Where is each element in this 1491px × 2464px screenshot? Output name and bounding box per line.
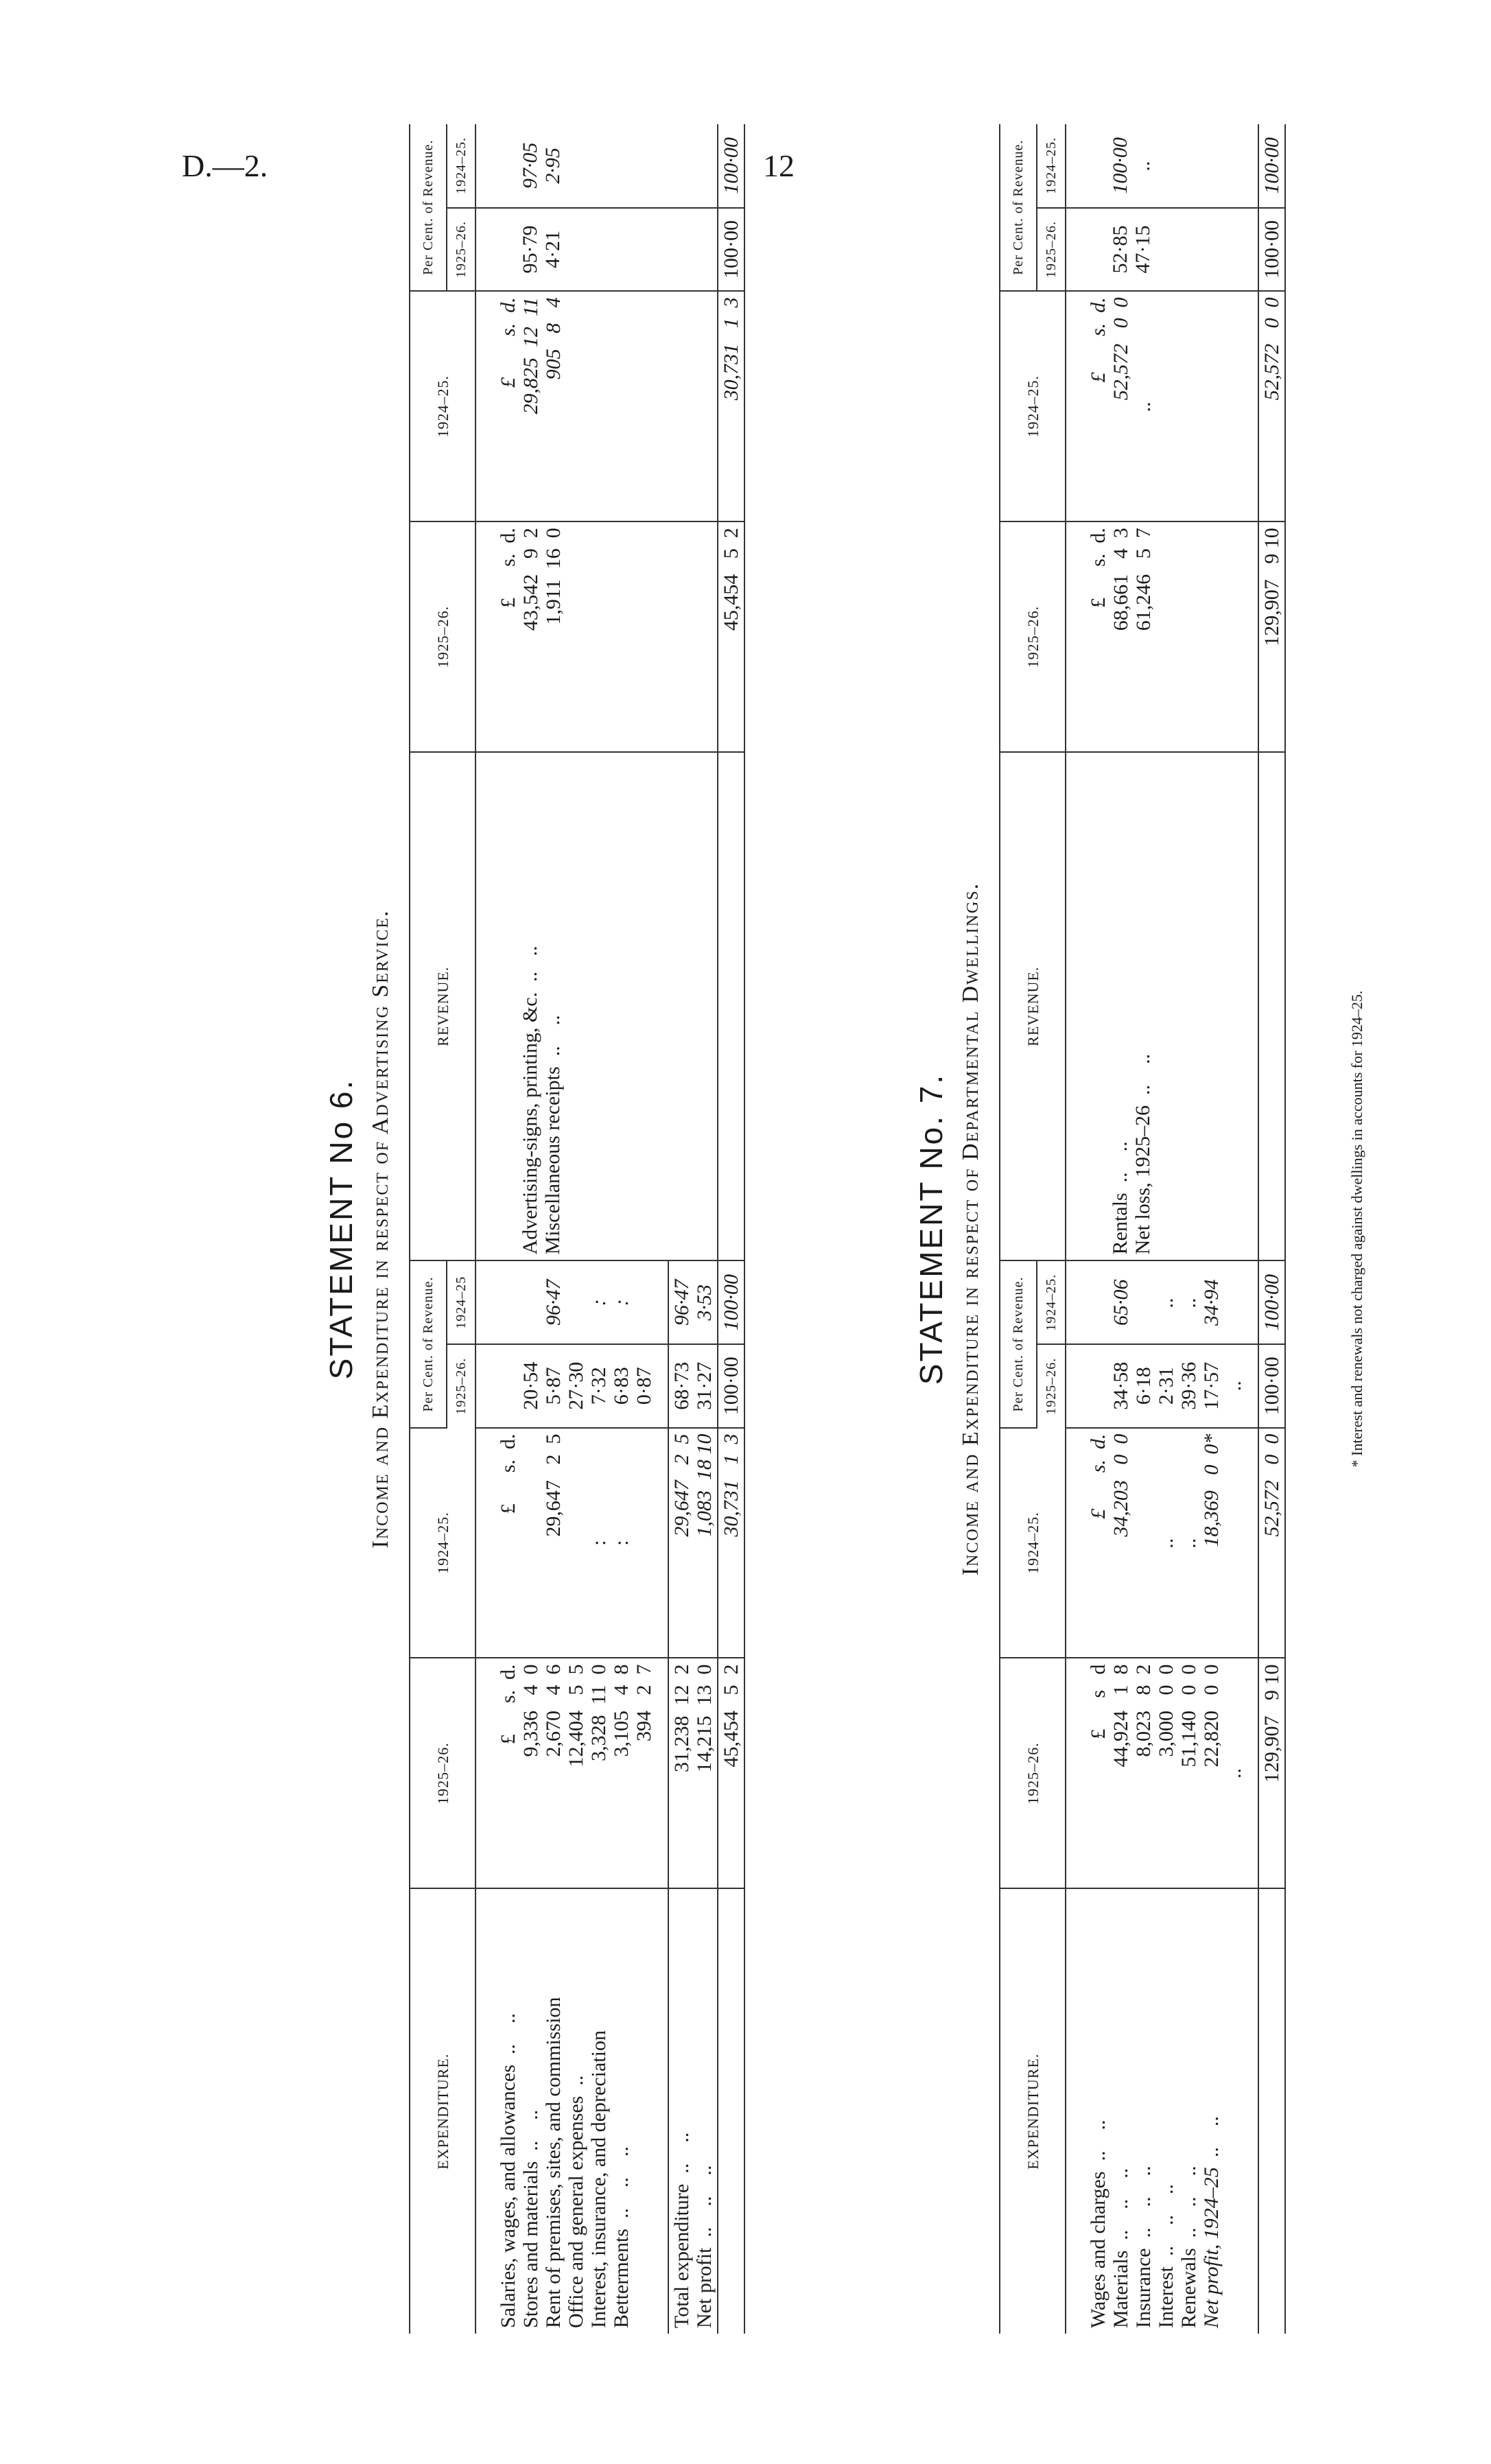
expenditure-1924-25: £ s. d. 29,647 2 5 : : xyxy=(476,1428,668,1658)
grand-1924-25: 30,731 1 3 xyxy=(718,1428,744,1658)
list-item: Rentals .. .. xyxy=(1109,1141,1131,1255)
list-item: Salaries, wages, and allowances .. .. xyxy=(497,2013,519,2328)
total-1925-26: 31,238 12 2 14,215 13 0 xyxy=(668,1658,718,1888)
header-1924-25: 1924–25. xyxy=(410,1428,476,1658)
rev-grand-1925-26: 129,907 9 10 xyxy=(1258,521,1285,752)
statement-7 xyxy=(913,124,1286,2334)
rev-grand-pct-1925-26: 100·00 xyxy=(718,208,744,292)
header-rev-1925-26: 1925–26. xyxy=(1000,521,1066,752)
rev-grand-pct-1925-26: 100·00 xyxy=(1258,208,1285,292)
footnote: * Interest and renewals not charged against dwellings in accounts for 1924–25. xyxy=(1348,990,1365,1468)
grand-pct-1925-26: 100·00 xyxy=(1258,1344,1285,1428)
total-pct-1925-26: 68·73 31·27 xyxy=(668,1344,718,1428)
header-per-cent: Per Cent. of Revenue. xyxy=(1000,1260,1037,1427)
header-1924-25: 1924–25. xyxy=(1000,1428,1066,1658)
statement-7-table xyxy=(999,124,1286,2334)
statement-6-subtitle: Income and Expenditure in respect of Advertising Service. xyxy=(368,909,393,1549)
pct-1924-25: 65·06 .. .. 34·94 xyxy=(1066,1260,1258,1344)
list-item: Net profit .. .. .. xyxy=(693,2165,716,2328)
expenditure-1925-26: £ s. d. 9,336 4 0 2,670 4 6 12,404 5 5 3,328 11 0 3,105 4 8 394 2 7 xyxy=(476,1658,668,1888)
rev-grand-label xyxy=(1258,752,1285,1260)
rev-grand-pct-1924-25: 100·00 xyxy=(718,124,744,208)
header-rev-per-cent: Per Cent. of Revenue. xyxy=(410,124,447,291)
list-item: Insurance .. .. .. xyxy=(1132,2166,1155,2328)
list-item: Miscellaneous receipts .. .. xyxy=(541,1015,564,1255)
rev-grand-pct-1924-25: 100·00 xyxy=(1258,124,1285,208)
expenditure-items xyxy=(476,1888,668,2334)
header-expenditure: EXPENDITURE. xyxy=(410,1888,476,2334)
list-item: Betterments .. .. .. xyxy=(610,2146,633,2328)
list-item: Office and general expenses .. xyxy=(565,2075,587,2328)
grand-pct-1925-26: 100·00 xyxy=(718,1344,744,1428)
list-item: Total expenditure .. .. xyxy=(670,2132,693,2328)
header-1925-26: 1925–26. xyxy=(1000,1658,1066,1888)
revenue-1924-25: £ s. d. 29,825 12 11 905 8 4 xyxy=(476,291,718,521)
header-1925-26: 1925–26. xyxy=(410,1658,476,1888)
list-item: Advertising-signs, printing, &c. .. .. xyxy=(519,946,541,1255)
rev-grand-1924-25: 30,731 1 3 xyxy=(718,291,744,521)
list-item: Stores and materials .. .. xyxy=(519,2109,542,2328)
header-revenue: REVENUE. xyxy=(1000,752,1066,1260)
header-revenue: REVENUE. xyxy=(410,752,476,1260)
rev-grand-1924-25: 52,572 0 0 xyxy=(1258,291,1285,521)
rev-pct-1924-25: 97·05 2·95 xyxy=(476,124,718,208)
grand-pct-1924-25: 100·00 xyxy=(1258,1260,1285,1344)
list-item: Renewals .. .. .. xyxy=(1177,2166,1200,2328)
statement-7-title: STATEMENT No. 7. xyxy=(913,1072,949,1385)
total-pct-1924-25: 96·47 3·53 xyxy=(668,1260,718,1344)
grand-pct-1924-25: 100·00 xyxy=(718,1260,744,1344)
header-pct-1925-26: 1925–26. xyxy=(447,1344,476,1428)
header-pct-1925-26: 1925–26. xyxy=(1037,1344,1066,1428)
page-reference: D.—2. xyxy=(182,148,268,183)
header-rev-pct-1924-25: 1924–25. xyxy=(447,124,476,208)
revenue-items xyxy=(1066,752,1258,1260)
grand-1925-26: 45,454 5 2 xyxy=(718,1658,744,1888)
header-rev-per-cent: Per Cent. of Revenue. xyxy=(1000,124,1037,291)
header-expenditure: EXPENDITURE. xyxy=(1000,1888,1066,2334)
rev-pct-1924-25: 100·00 .. xyxy=(1066,124,1258,208)
rev-pct-1925-26: 52·85 47·15 xyxy=(1066,208,1258,292)
rev-grand-label xyxy=(718,752,744,1260)
list-item: Net loss, 1925–26 .. .. xyxy=(1131,1053,1154,1255)
rev-pct-1925-26: 95·79 4·21 xyxy=(476,208,718,292)
grand-label xyxy=(1258,1888,1285,2334)
page-number: 12 xyxy=(763,148,795,183)
header-rev-pct-1925-26: 1925–26. xyxy=(447,208,476,292)
expenditure-items xyxy=(1066,1888,1258,2334)
header-rev-pct-1925-26: 1925–26. xyxy=(1037,208,1066,292)
total-1924-25: 29,647 2 5 1,083 18 10 xyxy=(668,1428,718,1658)
list-item: Wages and charges .. .. xyxy=(1087,2120,1110,2328)
rev-grand-1925-26: 45,454 5 2 xyxy=(718,521,744,752)
pct-1925-26: 20·54 5·87 27·30 7·32 6·83 0·87 xyxy=(476,1344,668,1428)
statement-6-title: STATEMENT No 6. xyxy=(323,1078,359,1380)
list-item: Rent of premises, sites, and commission xyxy=(542,1997,565,2328)
total-items xyxy=(668,1888,718,2334)
grand-label xyxy=(718,1888,744,2334)
header-rev-1925-26: 1925–26. xyxy=(410,521,476,752)
list-item: Interest, insurance, and depreciation xyxy=(587,2030,610,2328)
pct-1925-26: 34·58 6·18 2·31 39·36 17·57 .. xyxy=(1066,1344,1258,1428)
revenue-1925-26: £ s. d. 68,661 4 3 61,246 5 7 xyxy=(1066,521,1258,752)
grand-1925-26: 129,907 9 10 xyxy=(1258,1658,1285,1888)
list-item: Net profit, 1924–25 .. .. xyxy=(1200,2115,1223,2328)
statement-7-subtitle: Income and Expenditure in respect of Departmental Dwellings. xyxy=(958,882,983,1576)
revenue-1924-25: £ s. d. 52,572 0 0 .. xyxy=(1066,291,1258,521)
header-pct-1924-25: 1924–25. xyxy=(1037,1260,1066,1344)
list-item: Interest .. .. .. xyxy=(1155,2184,1177,2328)
header-rev-pct-1924-25: 1924–25. xyxy=(1037,124,1066,208)
header-rev-1924-25: 1924–25. xyxy=(1000,291,1066,521)
header-pct-1924-25: 1924–25 xyxy=(447,1260,476,1344)
expenditure-1925-26: £ s d 44,924 1 8 8,023 8 2 3,000 0 0 51,140 0 0 22,820 0 0 .. xyxy=(1066,1658,1258,1888)
expenditure-1924-25: £ s. d. 34,203 0 0 .. .. 18,369 0 0* xyxy=(1066,1428,1258,1658)
revenue-items xyxy=(476,752,718,1260)
statement-6 xyxy=(322,124,745,2334)
statement-6-table xyxy=(409,124,745,2334)
header-rev-1924-25: 1924–25. xyxy=(410,291,476,521)
pct-1924-25: 96·47 : : xyxy=(476,1260,668,1344)
header-per-cent: Per Cent. of Revenue. xyxy=(410,1260,447,1427)
grand-1924-25: 52,572 0 0 xyxy=(1258,1428,1285,1658)
list-item: Materials .. .. .. xyxy=(1110,2168,1132,2328)
revenue-1925-26: £ s. d. 43,542 9 2 1,911 16 0 xyxy=(476,521,718,752)
